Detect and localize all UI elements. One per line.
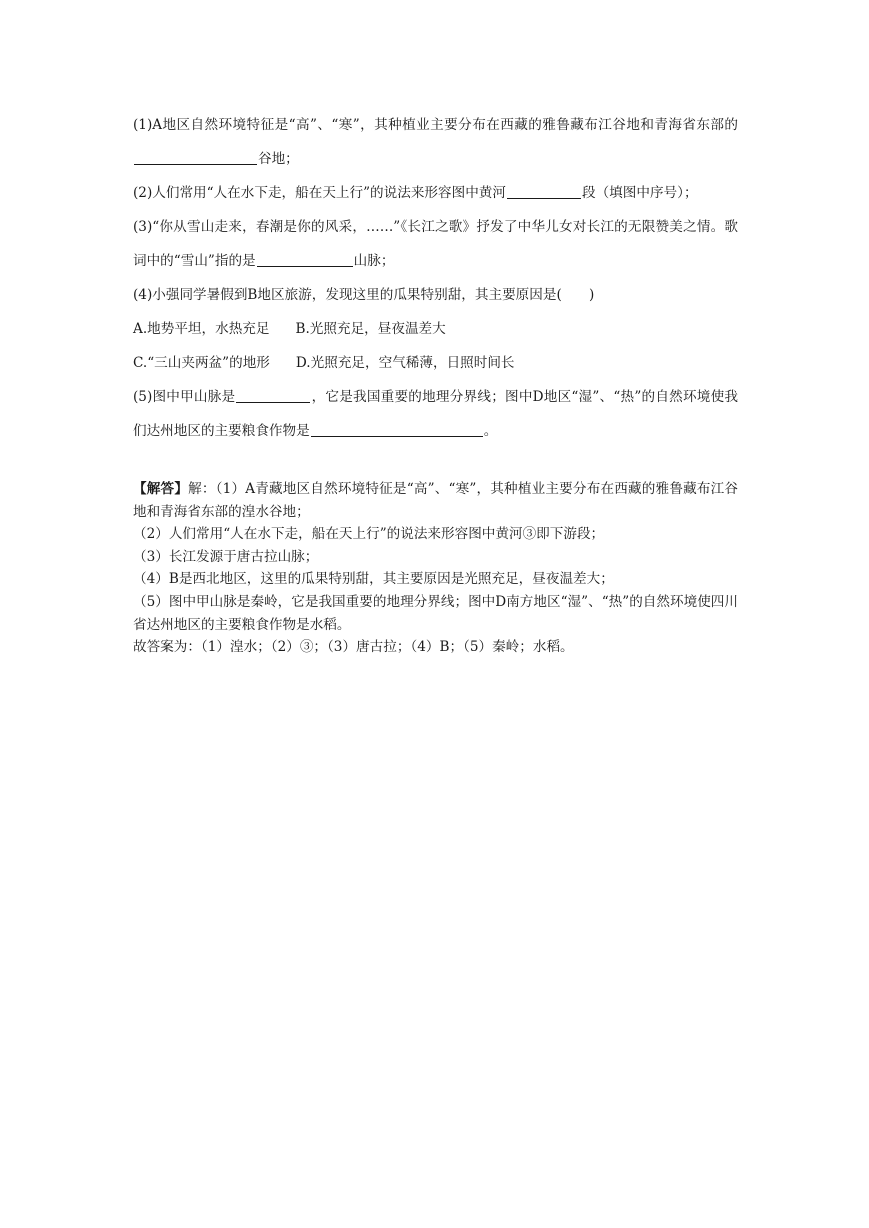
answer-blank-1 [134, 148, 257, 165]
option-a: A.地势平坦，水热充足 [133, 321, 270, 337]
question-1: (1)A地区自然环境特征是“高”、“寒”，其种植业主要分布在西藏的雅鲁藏布江谷地和青海省东部的谷地； [133, 117, 738, 167]
answer-line-2: （2）人们常用“人在水下走，船在天上行”的说法来形容图中黄河③即下游段； [133, 526, 605, 543]
answer-blank-3 [257, 250, 353, 267]
question-4: (4)小强同学暑假到B地区旅游，发现这里的瓜果特别甜，其主要原因是( ) [133, 287, 595, 303]
answer-summary: 故答案为：（1）湟水；（2）③；（3）唐古拉；（4）B；（5）秦岭；水稻。 [133, 639, 574, 656]
answer-line-3: （3）长江发源于唐古拉山脉； [133, 548, 319, 565]
option-d: D.光照充足，空气稀薄，日照时间长 [295, 355, 515, 371]
answer-line-4: （4）B是西北地区，这里的瓜果特别甜，其主要原因是光照充足，昼夜温差大； [133, 571, 614, 588]
answer-tag: 【解答】 [133, 481, 189, 497]
answer-blank-5 [311, 420, 483, 437]
answer-block [133, 478, 738, 659]
answer-line-5: （5）图中甲山脉是秦岭，它是我国重要的地理分界线；图中D南方地区“湿”、“热”的自然环境使四川省达州地区的主要粮食作物是水稻。 [133, 593, 738, 633]
question-4-options-row-2 [133, 346, 738, 380]
question-5: (5)图中甲山脉是 ，它是我国重要的地理分界线；图中D地区“湿”、“热”的自然环境使我们达州地区的主要粮食作物是 。 [133, 380, 738, 448]
answer-blank-2 [507, 182, 581, 199]
question-block [133, 108, 738, 448]
option-c: C.“三山夹两盆”的地形 [133, 355, 270, 371]
question-3: (3)“你从雪山走来，春潮是你的风采，……”《长江之歌》抒发了中华儿女对长江的无限赞美之情。歌词中的“雪山”指的是 山脉； [133, 219, 738, 269]
answer-line-1: 【解答】解：（1）A青藏地区自然环境特征是“高”、“寒”，其种植业主要分布在西藏的雅鲁藏布江谷地和青海省东部的湟水谷地； [133, 481, 739, 520]
question-4-options-row-1 [133, 312, 738, 346]
question-2: (2)人们常用“人在水下走，船在天上行”的说法来形容图中黄河 段（填图中序号）； [133, 176, 738, 210]
option-b: B.光照充足，昼夜温差大 [295, 321, 446, 337]
answer-blank-4 [236, 386, 310, 403]
